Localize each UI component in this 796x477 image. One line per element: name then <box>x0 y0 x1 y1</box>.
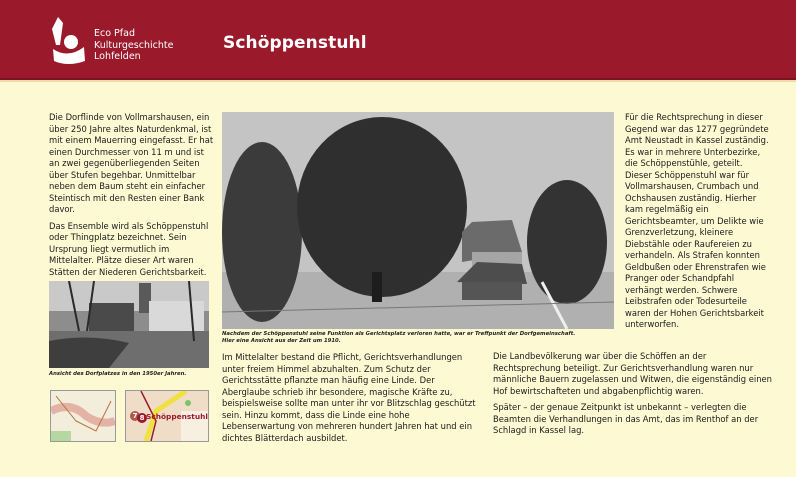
marker-7: 7 <box>130 411 140 421</box>
schoeppenstuhl-1910-photo <box>222 112 614 329</box>
brand-name <box>94 28 173 63</box>
left-column-text <box>49 112 214 283</box>
eco-pfad-logo-icon <box>48 15 88 65</box>
small-photo-caption: Ansicht des Dorfplatzes in den 1950er Jahren. <box>49 371 187 377</box>
middle-column-text <box>222 352 484 449</box>
bottom-right-column-text <box>493 351 773 442</box>
village-square-1950s-photo <box>49 281 209 368</box>
brand-line-2: Kulturgeschichte <box>94 39 174 51</box>
main-photo-caption <box>222 331 622 345</box>
caption-line-1: Nachdem der Schöppenstuhl seine Funktion als Gerichtsplatz verloren hatte, war er Treffpunkt der Dorfgemeinschaft. <box>222 331 576 337</box>
paragraph: Im Mittelalter bestand die Pflicht, Gerichtsverhandlungen unter freiem Himmel abzuhalten. Zum Schutz der Gerichtsstätte pflanzte man häufig eine Linde. Der Aberglaube schrieb ihr besondere, magische Kräfte zu, beispielsweise sollte man unter ihr vor Blitzschlag geschützt sein. Hinzu kommt, dass die Linde eine hohe Lebenserwartung von mehreren hundert Jahren hat und ein dichtes Blätterdach ausbildet. <box>222 352 476 443</box>
paragraph: Später – der genaue Zeitpunkt ist unbekannt – verlegten die Beamten die Verhandlungen in das Amt, das im Renthof an der Schlagd in Kassel lag. <box>493 402 759 435</box>
brand-line-1: Eco Pfad <box>94 28 135 39</box>
map-location-label: Schöppenstuhl <box>146 412 208 421</box>
right-column-text <box>625 112 770 336</box>
header-banner <box>0 0 796 80</box>
page-title: Schöppenstuhl <box>223 33 367 53</box>
paragraph: Die Landbevölkerung war über die Schöffen an der Rechtsprechung beteiligt. Zur Gerichtsverhandlung waren nur männliche Bauern zugelassen und Witwen, die eigenständig einen Hof bewirtschafteten und abgabenpflichtig waren. <box>493 351 772 396</box>
paragraph: Für die Rechtsprechung in dieser Gegend war das 1277 gegründete Amt Neustadt in Kassel zuständig. Es war in mehrere Unterbezirke, die Schöppenstühle, geteilt. Dieser Schöppenstuhl war für Vollmarshausen, Crumbach und Ochshausen zuständig. Hierher kam regelmäßig ein Gerichtsbeamter, um Delikte wie Grenzverletzung, kleinere Diebstähle oder Raufereien zu verhandeln. Als Strafen konnten Geldbußen oder Ehrenstrafen wie Pranger oder Schandpfahl verhängt werden. Schwere Leibstrafen oder Todesurteile waren der Hohen Gerichtsbarkeit unterworfen. <box>625 112 769 329</box>
detail-map[interactable] <box>125 390 209 442</box>
paragraph: Das Ensemble wird als Schöppenstuhl oder Thingplatz bezeichnet. Sein Ursprung liegt vermutlich im Mittelalter. Plätze dieser Art waren Stätten der Niederen Gerichtsbarkeit. <box>49 220 209 277</box>
brand-line-3: Lohfelden <box>94 51 141 62</box>
paragraph: Die Dorflinde von Vollmarshausen, ein über 250 Jahre altes Naturdenkmal, ist mit einem Mauerring eingefasst. Er hat einen Durchmesser von 11 m und ist an zwei gegenüberliegenden Seiten über Stufen begehbar. Unmittelbar neben dem Baum steht ein einfacher Steintisch mit den Resten einer Bank davor. <box>49 112 214 214</box>
marker-8: 8 <box>137 413 147 423</box>
header-divider <box>0 80 796 82</box>
caption-line-2: Hier eine Ansicht aus der Zeit um 1910. <box>222 338 341 344</box>
overview-map[interactable] <box>50 390 116 442</box>
